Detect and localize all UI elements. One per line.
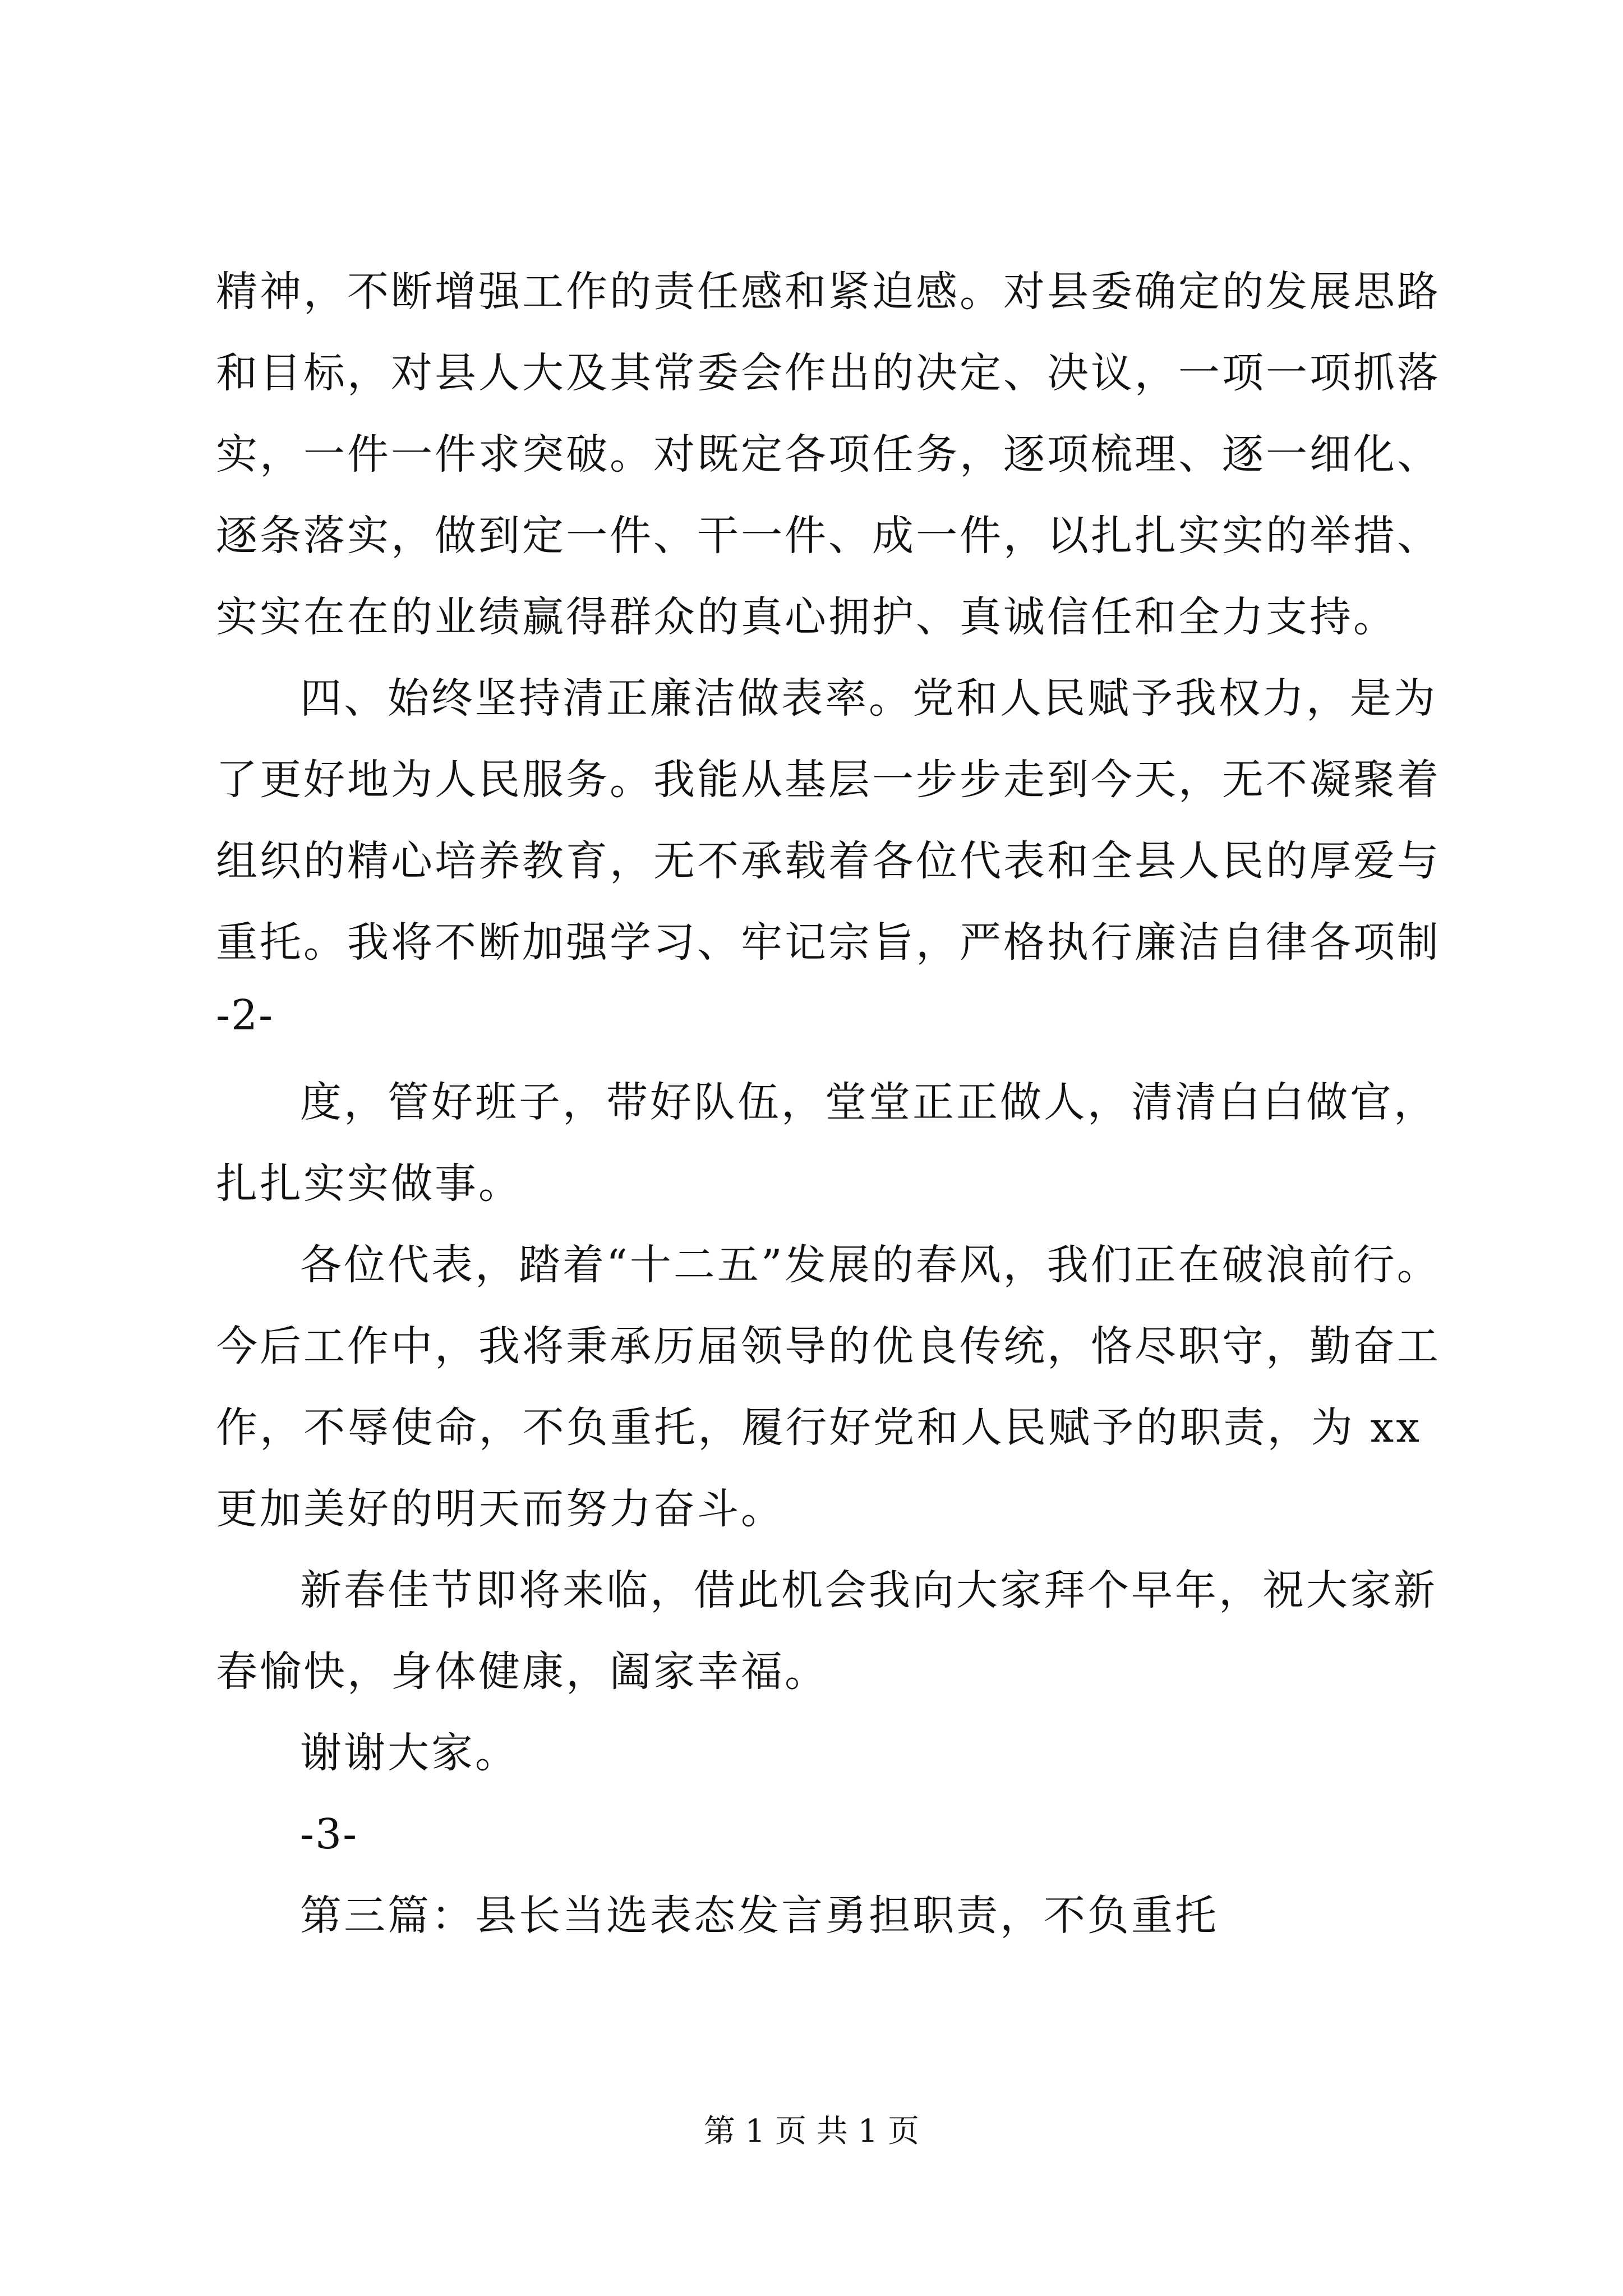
paragraph-line: 组织的精心培养教育，无不承载着各位代表和全县人民的厚爱与	[216, 837, 1441, 885]
paragraph-line: 新春佳节即将来临，借此机会我向大家拜个早年，祝大家新	[300, 1566, 1437, 1614]
paragraph-line: 和目标，对县人大及其常委会作出的决定、决议，一项一项抓落	[216, 349, 1441, 397]
page-number-marker: -2-	[216, 991, 274, 1039]
paragraph-line: 实实在在的业绩赢得群众的真心拥护、真诚信任和全力支持。	[216, 593, 1397, 641]
paragraph-line: 度，管好班子，带好队伍，堂堂正正做人，清清白白做官，	[300, 1078, 1437, 1126]
paragraph-line: 谢谢大家。	[300, 1729, 519, 1777]
paragraph-line: 了更好地为人民服务。我能从基层一步步走到今天，无不凝聚着	[216, 756, 1441, 804]
paragraph-line: 作，不辱使命，不负重托，履行好党和人民赋予的职责，为 xx	[216, 1404, 1422, 1452]
paragraph-line: 今后工作中，我将秉承历届领导的优良传统，恪尽职守，勤奋工	[216, 1322, 1441, 1370]
paragraph-line: 更加美好的明天而努力奋斗。	[216, 1485, 785, 1533]
paragraph-line: 逐条落实，做到定一件、干一件、成一件，以扎扎实实的举措、	[216, 512, 1441, 560]
paragraph-line: 实，一件一件求突破。对既定各项任务，逐项梳理、逐一细化、	[216, 430, 1441, 478]
paragraph-line: 各位代表，踏着“十二五”发展的春风，我们正在破浪前行。	[300, 1241, 1441, 1289]
paragraph-line: 重托。我将不断加强学习、牢记宗旨，严格执行廉洁自律各项制	[216, 918, 1441, 967]
paragraph-line: 四、始终坚持清正廉洁做表率。党和人民赋予我权力，是为	[300, 674, 1437, 723]
page-footer: 第 1 页 共 1 页	[703, 2113, 920, 2150]
paragraph-line: 春愉快，身体健康，阖家幸福。	[216, 1648, 828, 1696]
section-heading: 第三篇：县长当选表态发言勇担职责，不负重托	[300, 1892, 1219, 1940]
paragraph-line: 扎扎实实做事。	[216, 1159, 522, 1208]
paragraph-line: 精神，不断增强工作的责任感和紧迫感。对县委确定的发展思路	[216, 268, 1441, 316]
page-number-marker: -3-	[300, 1810, 358, 1858]
